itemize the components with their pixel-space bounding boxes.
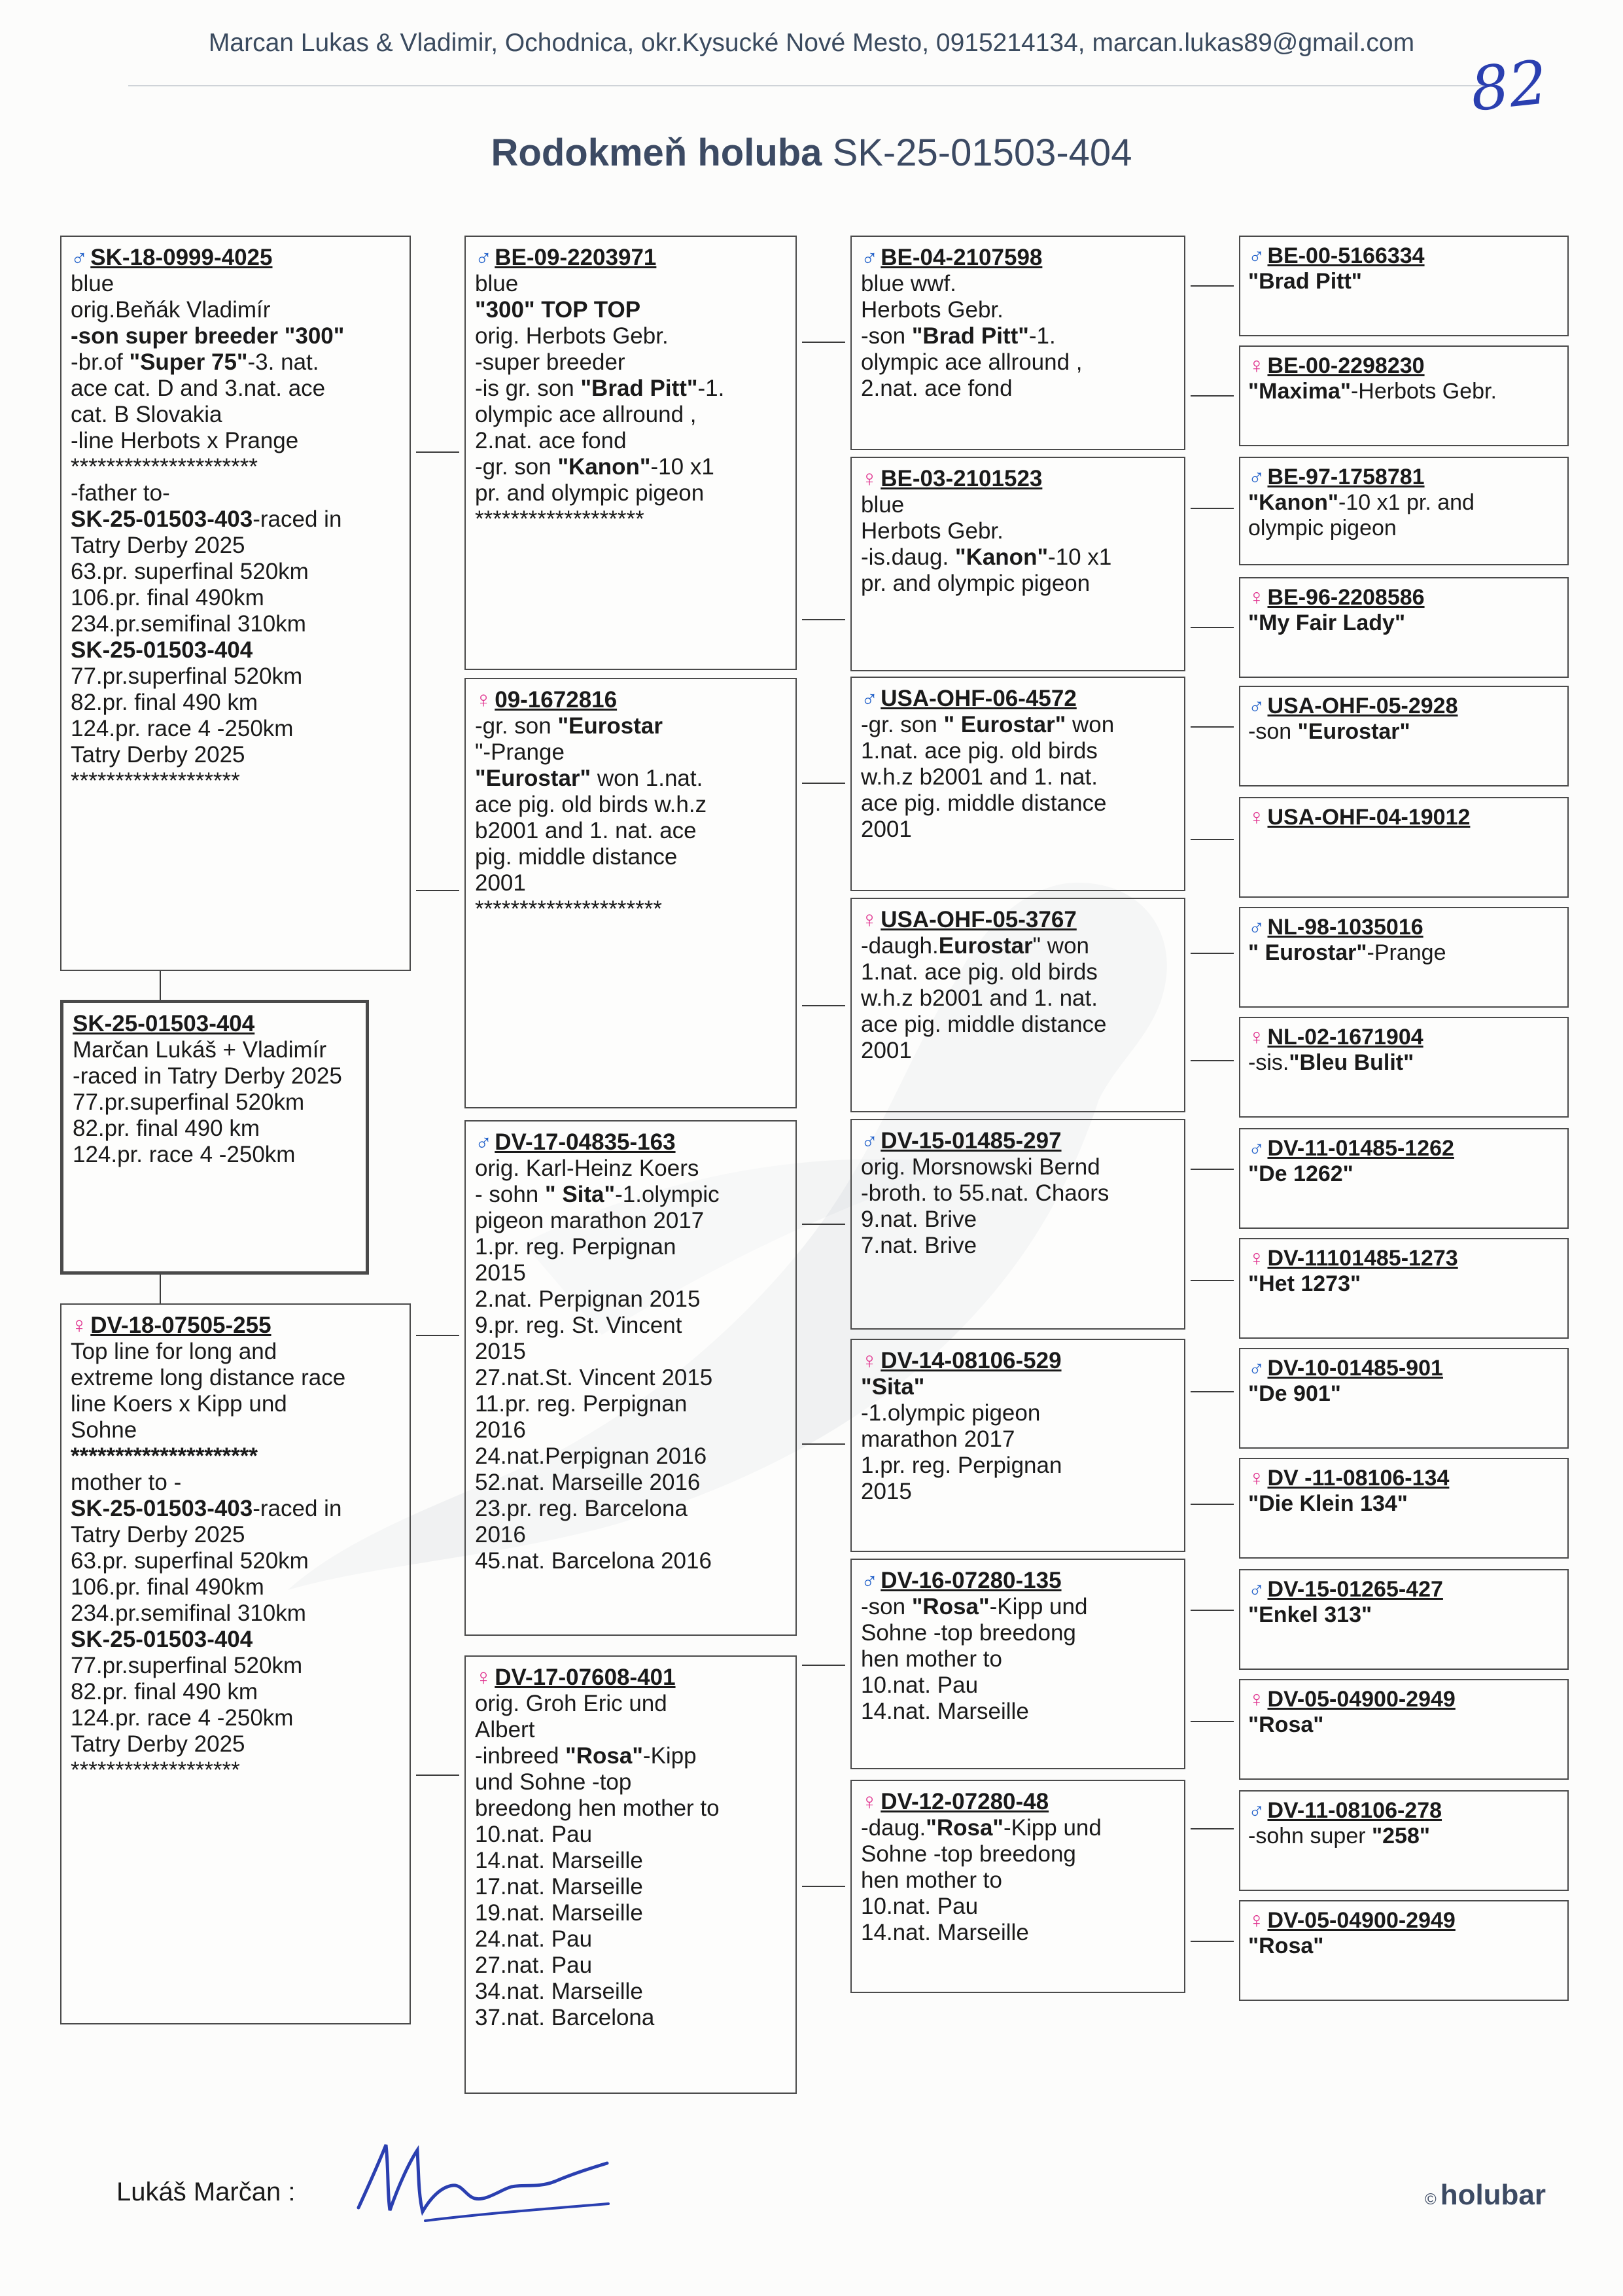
pedigree-card-gen3-4 [850, 898, 1185, 1112]
card-text-line: olympic ace allround , [475, 402, 697, 427]
ring-number: ♀ BE-96-2208586 [1248, 585, 1425, 610]
handwritten-page-number: 82 [1467, 47, 1551, 125]
card-text-line: 27.nat.St. Vincent 2015 [475, 1365, 713, 1390]
pedigree-card-gen4-4 [1239, 577, 1569, 678]
card-text-line: pr. and olympic pigeon [475, 480, 705, 506]
card-text-line: -raced in Tatry Derby 2025 [73, 1063, 342, 1089]
ring-number: ♀ 09-1672816 [475, 687, 618, 713]
connector [160, 1275, 161, 1303]
male-symbol-icon: ♂ [71, 245, 88, 270]
connector [1191, 508, 1234, 509]
connector [1191, 1060, 1234, 1061]
card-text-line: 2001 [475, 870, 526, 896]
ring-number: ♂ DV-17-04835-163 [475, 1129, 676, 1155]
card-text-line: 63.pr. superfinal 520km [71, 559, 309, 584]
connector [1191, 1941, 1234, 1942]
card-text-line: "Die Klein 134" [1248, 1491, 1408, 1516]
card-text-line: SK-25-01503-404 [71, 637, 253, 663]
card-text-line: 234.pr.semifinal 310km [71, 611, 306, 637]
card-text-line: 2001 [861, 1038, 912, 1063]
pedigree-card-gen3-2 [850, 457, 1185, 671]
card-text-line: ace pig. middle distance [861, 790, 1107, 816]
card-text-line: -line Herbots x Prange [71, 428, 299, 453]
card-text-line: 2015 [475, 1339, 526, 1364]
female-symbol-icon: ♀ [1248, 585, 1265, 610]
connector [416, 451, 459, 453]
pedigree-card-gen4-8 [1239, 1017, 1569, 1118]
card-text-line: Tatry Derby 2025 [71, 533, 245, 558]
ring-number: ♂ BE-00-5166334 [1248, 243, 1425, 268]
connector [802, 783, 845, 784]
card-text-line: -br.of "Super 75"-3. nat. [71, 349, 319, 375]
connector [802, 1665, 845, 1666]
card-text-line: 34.nat. Marseille [475, 1979, 643, 2004]
female-symbol-icon: ♀ [1248, 1466, 1265, 1491]
card-text-line: 82.pr. final 490 km [71, 690, 258, 715]
female-symbol-icon: ♀ [1248, 1246, 1265, 1271]
female-symbol-icon: ♀ [1248, 1025, 1265, 1050]
ring-number: ♂ DV-10-01485-901 [1248, 1356, 1443, 1381]
card-text-line: 11.pr. reg. Perpignan [475, 1391, 688, 1417]
card-text-line: pigeon marathon 2017 [475, 1208, 705, 1233]
card-text-line: 19.nat. Marseille [475, 1900, 643, 1926]
card-text-line: -sis."Bleu Bulit" [1248, 1050, 1414, 1075]
card-text-line: ********************* [475, 896, 663, 922]
card-text-line: hen mother to [861, 1867, 1002, 1893]
card-text-line: marathon 2017 [861, 1426, 1015, 1452]
ring-number: ♀ DV-12-07280-48 [861, 1789, 1049, 1814]
card-text-line: 24.nat. Pau [475, 1926, 593, 1952]
card-text-line: -daug."Rosa"-Kipp und [861, 1815, 1102, 1841]
card-text-line: 82.pr. final 490 km [73, 1116, 260, 1141]
male-symbol-icon: ♂ [1248, 465, 1265, 489]
female-symbol-icon: ♀ [1248, 1908, 1265, 1933]
ring-number: ♂ NL-98-1035016 [1248, 915, 1423, 940]
ring-number: ♂ DV-11-08106-278 [1248, 1798, 1442, 1823]
card-text-line: 82.pr. final 490 km [71, 1679, 258, 1704]
card-text-line: -is.daug. "Kanon"-10 x1 [861, 544, 1112, 570]
card-text-line: olympic pigeon [1248, 516, 1397, 540]
card-text-line: "Sita" [861, 1374, 925, 1400]
male-symbol-icon: ♂ [861, 245, 879, 270]
card-text-line: "Rosa" [1248, 1934, 1324, 1958]
card-text-line: "Rosa" [1248, 1712, 1324, 1737]
card-text-line: -super breeder [475, 349, 625, 375]
ring-number: ♂ DV-15-01265-427 [1248, 1577, 1443, 1602]
card-text-line: -son "Eurostar" [1248, 719, 1410, 744]
connector [1191, 1828, 1234, 1829]
card-text-line: ******************* [475, 506, 644, 532]
card-text-line: "Maxima"-Herbots Gebr. [1248, 379, 1497, 404]
card-text-line: Herbots Gebr. [861, 518, 1003, 544]
card-text-line: orig.Beňák Vladimír [71, 297, 271, 323]
ring-number: ♂ DV-11-01485-1262 [1248, 1136, 1454, 1161]
connector [1191, 395, 1234, 397]
ring-number: ♂ DV-15-01485-297 [861, 1128, 1062, 1154]
pedigree-card-gen4-13 [1239, 1569, 1569, 1670]
pigeon-watermark [249, 838, 1361, 1655]
connector [160, 971, 161, 1000]
card-text-line: 77.pr.superfinal 520km [71, 663, 303, 689]
connector [1191, 1610, 1234, 1611]
female-symbol-icon: ♀ [861, 466, 879, 491]
card-text-line: 2.nat. ace fond [475, 428, 627, 453]
female-symbol-icon: ♀ [861, 1789, 879, 1814]
connector [802, 1443, 845, 1445]
card-text-line: 2015 [861, 1479, 912, 1504]
pedigree-card-father [60, 236, 411, 971]
male-symbol-icon: ♂ [861, 1128, 879, 1154]
handwritten-signature [347, 2130, 621, 2229]
card-text-line: pr. and olympic pigeon [861, 571, 1091, 596]
card-text-line: orig. Herbots Gebr. [475, 323, 669, 349]
pedigree-card-sire-father [464, 236, 797, 670]
card-text-line: Tatry Derby 2025 [71, 742, 245, 768]
ring-number: ♂ SK-18-0999-4025 [71, 245, 273, 270]
connector [416, 890, 459, 891]
title-label: Rodokmeň holuba [491, 132, 822, 174]
card-text-line: 2.nat. Perpignan 2015 [475, 1286, 701, 1312]
card-text-line: 17.nat. Marseille [475, 1874, 643, 1899]
female-symbol-icon: ♀ [1248, 1687, 1265, 1712]
card-text-line: extreme long distance race [71, 1365, 346, 1390]
connector [802, 342, 845, 343]
ring-number: ♀ DV-17-07608-401 [475, 1665, 676, 1690]
connector [1191, 1169, 1234, 1170]
card-text-line: -gr. son "Eurostar [475, 713, 663, 739]
signature-label: Lukáš Marčan : [116, 2178, 296, 2206]
card-text-line: Tatry Derby 2025 [71, 1522, 245, 1547]
pedigree-card-gen4-12 [1239, 1458, 1569, 1559]
card-text-line: ace pig. old birds w.h.z [475, 792, 707, 817]
male-symbol-icon: ♂ [861, 1568, 879, 1593]
card-text-line: 1.pr. reg. Perpignan [861, 1453, 1062, 1478]
pedigree-card-gen4-16 [1239, 1900, 1569, 2001]
card-text-line: -1.olympic pigeon [861, 1400, 1041, 1426]
female-symbol-icon: ♀ [1248, 805, 1265, 830]
card-text-line: blue [475, 271, 519, 296]
male-symbol-icon: ♂ [1248, 1577, 1265, 1602]
card-text-line: w.h.z b2001 and 1. nat. [861, 985, 1098, 1011]
pedigree-card-dam-father [464, 1120, 797, 1636]
male-symbol-icon: ♂ [1248, 243, 1265, 268]
pedigree-card-gen4-14 [1239, 1679, 1569, 1780]
ring-number: ♀ DV -11-08106-134 [1248, 1466, 1450, 1491]
female-symbol-icon: ♀ [861, 1348, 879, 1373]
pedigree-card-gen4-1 [1239, 236, 1569, 336]
card-text-line: 9.nat. Brive [861, 1207, 977, 1232]
card-text-line: 2016 [475, 1522, 526, 1547]
card-text-line: orig. Karl-Heinz Koers [475, 1156, 699, 1181]
card-text-line: orig. Groh Eric und [475, 1691, 667, 1716]
card-text-line: w.h.z b2001 and 1. nat. [861, 764, 1098, 790]
card-text-line: SK-25-01503-403-raced in [71, 506, 342, 532]
card-text-line: -son "Brad Pitt"-1. [861, 323, 1056, 349]
ring-number: ♀ BE-03-2101523 [861, 466, 1043, 491]
card-text-line: 14.nat. Marseille [861, 1699, 1029, 1724]
pedigree-card-gen4-15 [1239, 1790, 1569, 1891]
card-text-line: -is gr. son "Brad Pitt"-1. [475, 376, 725, 401]
female-symbol-icon: ♀ [861, 907, 879, 932]
card-text-line: 10.nat. Pau [861, 1672, 979, 1698]
female-symbol-icon: ♀ [1248, 353, 1265, 378]
card-text-line: -father to- [71, 480, 170, 506]
card-text-line: 1.nat. ace pig. old birds [861, 959, 1098, 985]
card-text-line: ******************* [71, 768, 240, 794]
ring-number: ♀ DV-18-07505-255 [71, 1313, 271, 1338]
card-text-line: 2.nat. ace fond [861, 376, 1013, 401]
pedigree-card-gen4-5 [1239, 686, 1569, 786]
card-text-line: -daugh.Eurostar" won [861, 933, 1090, 959]
ring-number: ♀ USA-OHF-04-19012 [1248, 805, 1471, 830]
ring-number: ♀ DV-14-08106-529 [861, 1348, 1062, 1373]
card-text-line: Sohne [71, 1417, 137, 1443]
ring-number: ♀ USA-OHF-05-3767 [861, 907, 1077, 932]
card-text-line: " Eurostar"-Prange [1248, 940, 1446, 965]
header-divider [128, 85, 1495, 86]
card-text-line: Sohne -top breedong [861, 1841, 1076, 1867]
card-text-line: 77.pr.superfinal 520km [71, 1653, 303, 1678]
card-text-line: breedong hen mother to [475, 1795, 720, 1821]
ring-number: ♀ BE-00-2298230 [1248, 353, 1425, 378]
connector [1191, 1391, 1234, 1392]
card-text-line: 124.pr. race 4 -250km [71, 716, 294, 741]
card-text-line: ********************* [71, 1443, 258, 1469]
pedigree-card-gen4-7 [1239, 907, 1569, 1008]
copyright-mark: © [1425, 2191, 1437, 2208]
male-symbol-icon: ♂ [475, 245, 493, 270]
card-text-line: 10.nat. Pau [475, 1822, 593, 1847]
ring-number: ♀ DV-05-04900-2949 [1248, 1687, 1456, 1712]
female-symbol-icon: ♀ [71, 1313, 88, 1338]
card-text-line: und Sohne -top [475, 1769, 632, 1795]
connector [1191, 1280, 1234, 1281]
pedigree-card-gen4-6 [1239, 797, 1569, 898]
card-text-line: SK-25-01503-403-raced in [71, 1496, 342, 1521]
holubar-brand [1425, 2179, 1546, 2212]
pedigree-card-gen3-5 [850, 1119, 1185, 1330]
breeder-contact-line: Marcan Lukas & Vladimir, Ochodnica, okr.Kysucké Nové Mesto, 0915214134, marcan.lukas89@gmail.com [208, 29, 1415, 57]
pedigree-card-dam-mother [464, 1655, 797, 2094]
card-text-line: - sohn " Sita"-1.olympic [475, 1182, 720, 1207]
ring-number: ♂ USA-OHF-05-2928 [1248, 694, 1458, 718]
male-symbol-icon: ♂ [1248, 1356, 1265, 1381]
connector [802, 1886, 845, 1887]
card-text-line: 52.nat. Marseille 2016 [475, 1470, 701, 1495]
card-text-line: 124.pr. race 4 -250km [73, 1142, 296, 1167]
pedigree-card-sire-mother [464, 678, 797, 1108]
card-text-line: blue [71, 271, 114, 296]
pedigree-card-focal [60, 1000, 369, 1275]
card-text-line: pig. middle distance [475, 844, 678, 870]
card-text-line: olympic ace allround , [861, 349, 1083, 375]
ring-number: ♂ BE-97-1758781 [1248, 465, 1425, 489]
card-text-line: -son "Rosa"-Kipp und [861, 1594, 1088, 1619]
card-text-line: 9.pr. reg. St. Vincent [475, 1313, 682, 1338]
card-text-line: "De 901" [1248, 1381, 1341, 1406]
male-symbol-icon: ♂ [1248, 915, 1265, 940]
card-text-line: "Kanon"-10 x1 pr. and [1248, 490, 1475, 515]
pedigree-card-gen3-8 [850, 1780, 1185, 1993]
ring-number: ♀ DV-05-04900-2949 [1248, 1908, 1456, 1933]
card-text-line: mother to - [71, 1470, 182, 1495]
card-text-line: 24.nat.Perpignan 2016 [475, 1443, 707, 1469]
pedigree-card-gen4-3 [1239, 457, 1569, 565]
pedigree-card-gen3-3 [850, 677, 1185, 891]
brand-name: holubar [1440, 2179, 1546, 2211]
card-text-line: Albert [475, 1717, 535, 1742]
connector [416, 1775, 459, 1776]
connector [1191, 726, 1234, 728]
card-text-line: -inbreed "Rosa"-Kipp [475, 1743, 697, 1769]
female-symbol-icon: ♀ [475, 687, 493, 713]
pedigree-card-mother [60, 1303, 411, 2024]
pedigree-card-gen3-1 [850, 236, 1185, 450]
card-text-line: 77.pr.superfinal 520km [73, 1089, 305, 1115]
card-text-line: ace pig. middle distance [861, 1012, 1107, 1037]
card-text-line: 45.nat. Barcelona 2016 [475, 1548, 712, 1574]
card-text-line: "300" TOP TOP [475, 297, 641, 323]
card-text-line: 23.pr. reg. Barcelona [475, 1496, 688, 1521]
card-text-line: ******************* [71, 1757, 240, 1783]
card-text-line: "Het 1273" [1248, 1271, 1361, 1296]
card-text-line: -broth. to 55.nat. Chaors [861, 1180, 1109, 1206]
card-text-line: 2001 [861, 817, 912, 842]
card-text-line: 1.nat. ace pig. old birds [861, 738, 1098, 764]
pedigree-card-gen3-7 [850, 1559, 1185, 1769]
card-text-line: hen mother to [861, 1646, 1002, 1672]
card-text-line: blue [861, 492, 905, 518]
pedigree-card-gen4-2 [1239, 345, 1569, 446]
female-symbol-icon: ♀ [475, 1665, 493, 1690]
connector [1191, 285, 1234, 287]
card-text-line: line Koers x Kipp und [71, 1391, 287, 1417]
card-text-line: 27.nat. Pau [475, 1952, 593, 1978]
card-text-line: -sohn super "258" [1248, 1824, 1430, 1848]
card-text-line: Marčan Lukáš + Vladimír [73, 1037, 327, 1063]
page-title [0, 131, 1623, 175]
card-text-line: 1.pr. reg. Perpignan [475, 1234, 676, 1260]
card-text-line: 124.pr. race 4 -250km [71, 1705, 294, 1731]
pedigree-card-gen4-11 [1239, 1348, 1569, 1449]
pedigree-card-gen3-6 [850, 1339, 1185, 1552]
card-text-line: Top line for long and [71, 1339, 277, 1364]
card-text-line: 234.pr.semifinal 310km [71, 1600, 306, 1626]
card-text-line: orig. Morsnowski Bernd [861, 1154, 1100, 1180]
card-text-line: "De 1262" [1248, 1161, 1353, 1186]
card-text-line: 14.nat. Marseille [475, 1848, 643, 1873]
card-text-line: 2015 [475, 1260, 526, 1286]
ring-number: ♂ BE-09-2203971 [475, 245, 657, 270]
card-text-line: 2016 [475, 1417, 526, 1443]
ring-number: ♂ BE-04-2107598 [861, 245, 1043, 270]
male-symbol-icon: ♂ [1248, 694, 1265, 718]
connector [1191, 1504, 1234, 1505]
card-text-line: Tatry Derby 2025 [71, 1731, 245, 1757]
card-text-line: 37.nat. Barcelona [475, 2005, 655, 2030]
card-text-line: blue wwf. [861, 271, 956, 296]
card-text-line: 63.pr. superfinal 520km [71, 1548, 309, 1574]
card-text-line: -gr. son " Eurostar" won [861, 712, 1115, 737]
pedigree-card-gen4-10 [1239, 1238, 1569, 1339]
card-text-line: 7.nat. Brive [861, 1233, 977, 1258]
connector [802, 1005, 845, 1006]
card-text-line: SK-25-01503-404 [71, 1627, 253, 1652]
ring-number: ♀ DV-11101485-1273 [1248, 1246, 1458, 1271]
connector [1191, 953, 1234, 954]
card-text-line: 106.pr. final 490km [71, 1574, 264, 1600]
card-text-line: ace cat. D and 3.nat. ace [71, 376, 326, 401]
male-symbol-icon: ♂ [861, 686, 879, 711]
ring-number: ♂ DV-16-07280-135 [861, 1568, 1062, 1593]
connector [1191, 627, 1234, 628]
card-text-line: Sohne -top breedong [861, 1620, 1076, 1646]
card-text-line: "-Prange [475, 739, 565, 765]
card-text-line: 14.nat. Marseille [861, 1920, 1029, 1945]
male-symbol-icon: ♂ [1248, 1798, 1265, 1823]
male-symbol-icon: ♂ [1248, 1136, 1265, 1161]
card-text-line: "Brad Pitt" [1248, 269, 1362, 294]
title-ring: SK-25-01503-404 [832, 132, 1132, 174]
ring-number: SK-25-01503-404 [73, 1011, 255, 1036]
connector [416, 1335, 459, 1336]
card-text-line: "Eurostar" won 1.nat. [475, 766, 703, 791]
male-symbol-icon: ♂ [475, 1129, 493, 1155]
connector [802, 619, 845, 620]
card-text-line: -gr. son "Kanon"-10 x1 [475, 454, 714, 480]
connector [802, 1224, 845, 1225]
card-text-line: b2001 and 1. nat. ace [475, 818, 697, 843]
card-text-line: cat. B Slovakia [71, 402, 222, 427]
card-text-line: 10.nat. Pau [861, 1894, 979, 1919]
card-text-line: -son super breeder "300" [71, 323, 345, 349]
card-text-line: Herbots Gebr. [861, 297, 1003, 323]
connector [1191, 1721, 1234, 1722]
pedigree-card-gen4-9 [1239, 1128, 1569, 1229]
card-text-line: "Enkel 313" [1248, 1602, 1372, 1627]
ring-number: ♀ NL-02-1671904 [1248, 1025, 1423, 1050]
ring-number: ♂ USA-OHF-06-4572 [861, 686, 1077, 711]
card-text-line: "My Fair Lady" [1248, 610, 1406, 635]
card-text-line: 106.pr. final 490km [71, 585, 264, 610]
connector [1191, 839, 1234, 840]
card-text-line: ********************* [71, 454, 258, 480]
